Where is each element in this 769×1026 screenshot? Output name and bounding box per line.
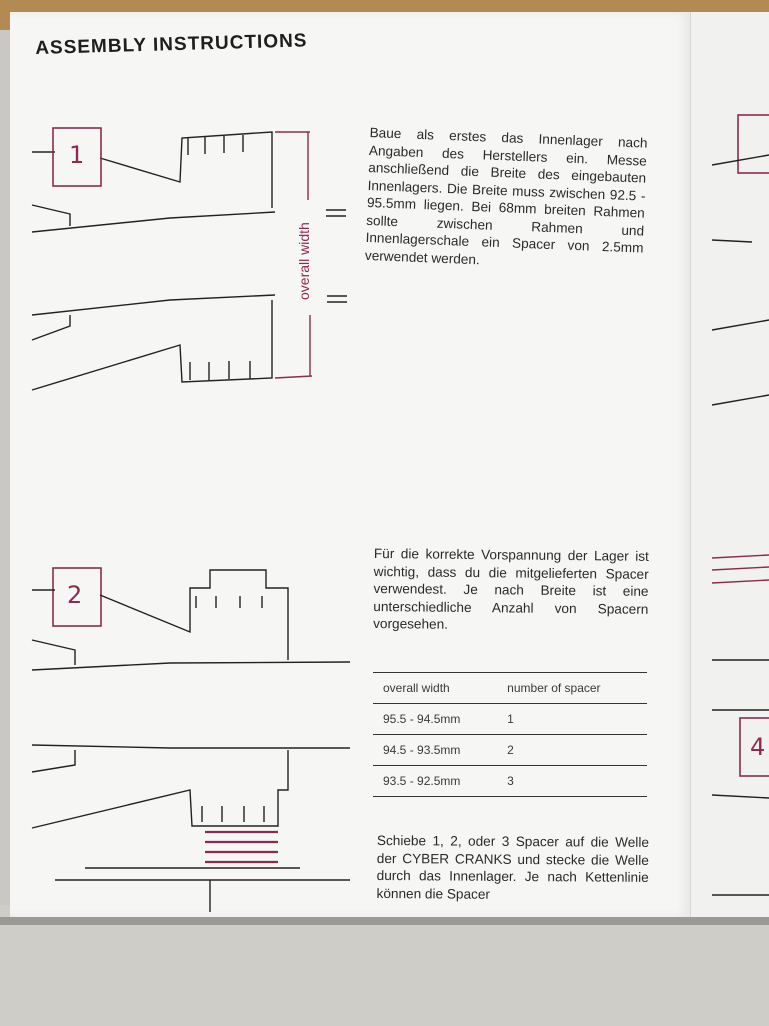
- spacer-table: [373, 672, 647, 797]
- step1-text: Baue als erstes das Innenlager nach Angaben des Herstellers ein. Messe anschließend die Breite des eingebauten Innenlagers. Die Breite muss zwischen 92.5 - 95.5mm liegen. Bei 68mm breiten Rahmen sollte zwischen Rahmen und Innenlagerschale ein Spacer von 2.5mm verwendet werden.: [364, 124, 648, 267]
- step-number-4: 4: [750, 733, 766, 761]
- table-row: [373, 766, 647, 797]
- spacer-count-cell: 1: [501, 704, 647, 735]
- header-number-of-spacer: number of spacer: [501, 673, 647, 704]
- spacers: [205, 832, 278, 862]
- spacer-count-cell: 2: [501, 735, 647, 766]
- table-header-row: [373, 673, 647, 704]
- step-number-1: 1: [69, 141, 85, 169]
- overall-width-label: overall width: [296, 222, 312, 300]
- width-cell: 95.5 - 94.5mm: [373, 704, 501, 735]
- step2-drawing: [32, 570, 350, 912]
- page-title: ASSEMBLY INSTRUCTIONS: [35, 30, 308, 59]
- width-cell: 93.5 - 92.5mm: [373, 766, 501, 797]
- header-overall-width: overall width: [373, 673, 501, 704]
- step2-text: Für die korrekte Vorspannung der Lager ist wichtig, dass du die mitgelieferten Spacer verwendest. Je nach Breite ist eine unterschiedliche Anzahl von Spacern vorgesehen.: [373, 545, 649, 632]
- step-number-2: 2: [67, 581, 83, 609]
- right-page-drawings: [712, 155, 769, 895]
- spacer-count-cell: 3: [501, 766, 647, 797]
- table-row: [373, 704, 647, 735]
- table-row: [373, 735, 647, 766]
- step2-continuation-text: Schiebe 1, 2, oder 3 Spacer auf die Welle der CYBER CRANKS und stecke die Welle durch das Innenlager. Je nach Kettenlinie können die Spacer: [376, 833, 649, 902]
- width-cell: 94.5 - 93.5mm: [373, 735, 501, 766]
